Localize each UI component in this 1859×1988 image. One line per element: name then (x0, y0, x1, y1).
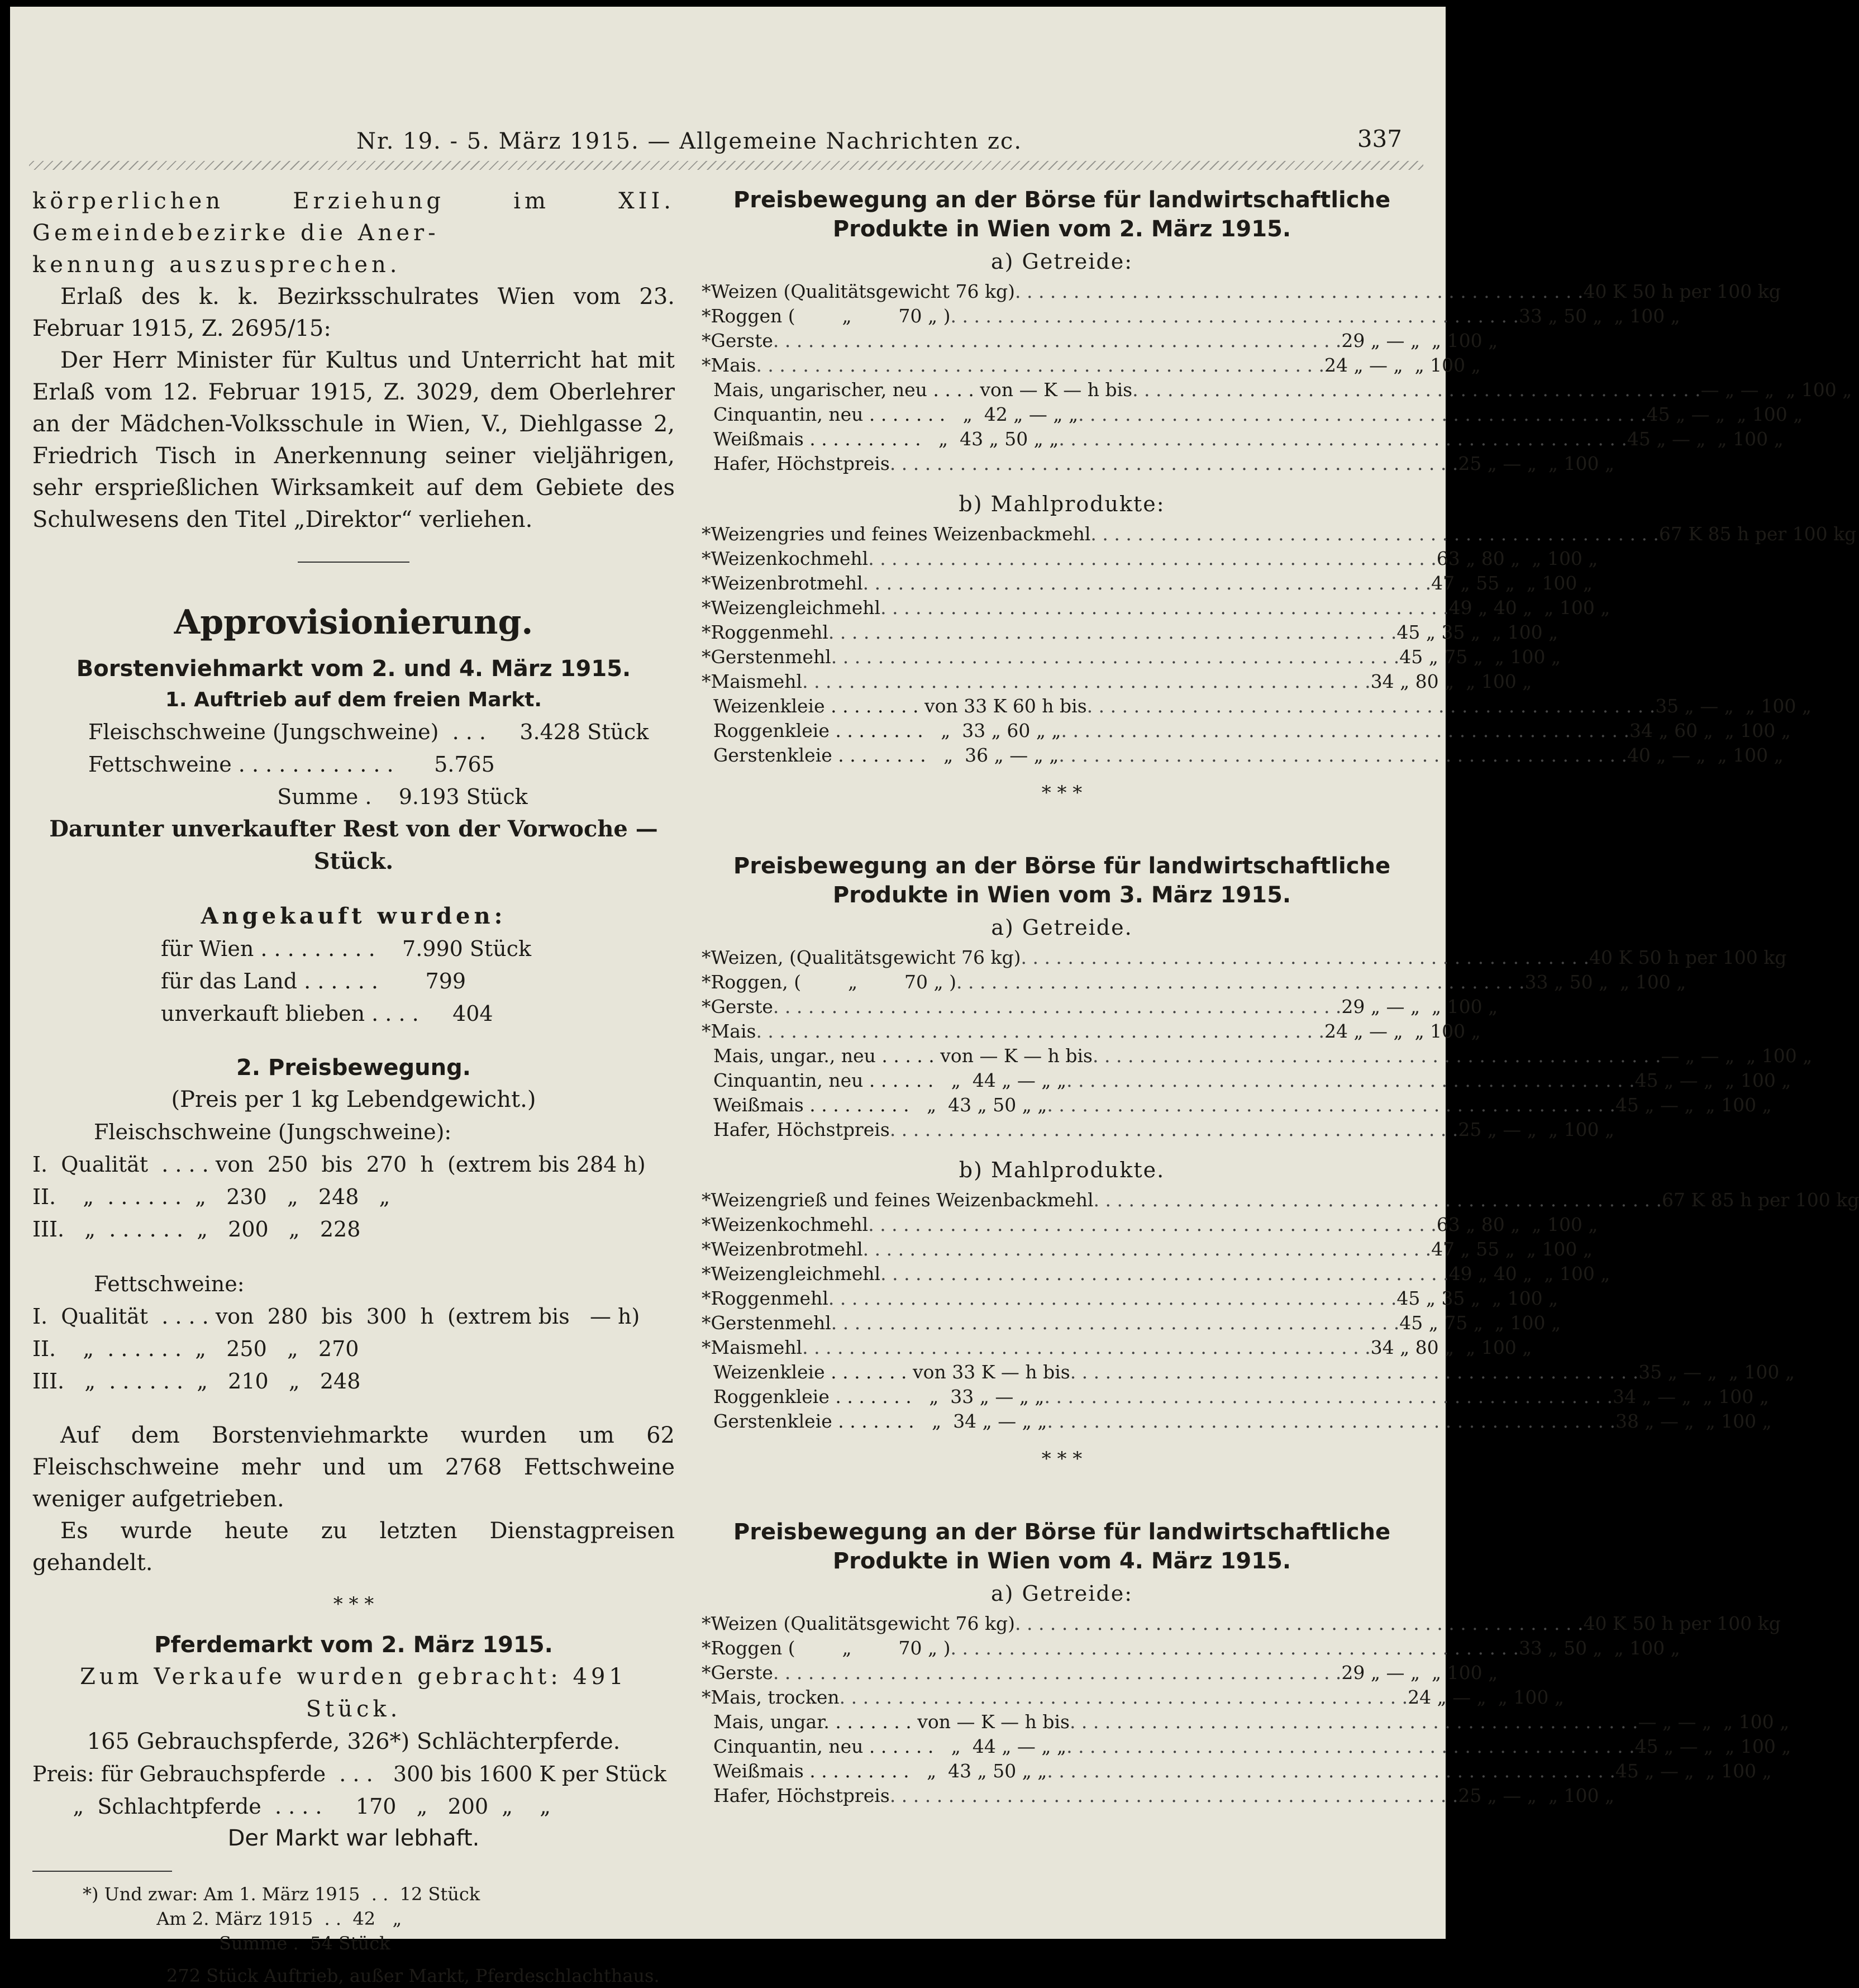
getreide-row-value: 45 „ — „ „ 100 „ (1615, 1094, 1772, 1116)
mahl-row-value: 49 „ 40 „ „ 100 „ (1448, 1263, 1610, 1285)
angekauft-table (32, 933, 675, 1030)
dot-leader: . . . . . . . . . . . . . . . . . . . . . . . . . . . . . . . . . . . . . . . . . . . . . . . . . (880, 597, 1449, 619)
mahl-row-name: *Weizengries und feines Weizenbackmehl (702, 523, 1091, 545)
dot-leader: . . . . . . . . . . . . . . . . . . . . . . . . . . . . . . . . . . . . . . . . . . . . . . . . . (831, 646, 1400, 668)
pferdemarkt-title: Pferdemarkt vom 2. März 1915. (154, 1632, 553, 1658)
dot-leader: . . . . . . . . . . . . . . . . . . . . . . . . . . . . . . . . . . . . . . . . . . . . . . . . . (1066, 1735, 1635, 1757)
dot-leader: . . . . . . . . . . . . . . . . . . . . . . . . . . . . . . . . . . . . . . . . . . . . . . . . . (1061, 720, 1630, 741)
mahl-row-value: 47 „ 55 „ „ 100 „ (1431, 572, 1593, 594)
getreide-row (702, 378, 1852, 402)
getreide-row-value: 29 „ — „ „ 100 „ (1341, 330, 1498, 351)
section-stars: * * * (333, 1593, 374, 1615)
mahl-row-value: 45 „ 75 „ „ 100 „ (1399, 1312, 1561, 1334)
dot-leader: . . . . . . . . . . . . . . . . . . . . . . . . . . . . . . . . . . . . . . . . . . . . . . . . . (889, 1119, 1458, 1140)
dot-leader: . . . . . . . . . . . . . . . . . . . . . . . . . . . . . . . . . . . . . . . . . . . . . . . . . (1086, 695, 1656, 717)
mahl-row-value: 49 „ 40 „ „ 100 „ (1448, 597, 1610, 619)
mahl-row-name: Roggenkleie . . . . . . . . „ 33 „ 60 „ „ (702, 720, 1061, 741)
getreide-row-value: — „ — „ „ 100 „ (1700, 379, 1852, 401)
dot-leader: . . . . . . . . . . . . . . . . . . . . . . . . . . . . . . . . . . . . . . . . . . . . . . . . . (1090, 523, 1659, 545)
mahl-row-value: 63 „ 80 „ „ 100 „ (1436, 1214, 1598, 1235)
getreide-row-name: Mais, ungar. . . . . . . . von — K — h bis (702, 1711, 1070, 1733)
getreide-row-value: 45 „ — „ „ 100 „ (1627, 428, 1784, 450)
para3: Der Herr Minister für Kultus und Unterricht hat mit Erlaß vom 12. Februar 1915, Z. 3029, dem Oberlehrer an der Mädchen-Volksschule in Wien, V., Diehlgasse 2, Friedrich Tisch in Anerkennung seiner vieljährigen, sehr ersprießlichen Wirksamkeit auf dem Gebiete des Schulwesens den Titel „Direktor“ verliehen. (32, 348, 675, 532)
dot-leader: . . . . . . . . . . . . . . . . . . . . . . . . . . . . . . . . . . . . . . . . . . . . . . . . . (862, 572, 1432, 594)
mahl-row-name: *Weizengrieß und feines Weizenbackmehl (702, 1189, 1094, 1211)
mahl-label: b) Mahlprodukte. (959, 1158, 1165, 1182)
dot-leader: . . . . . . . . . . . . . . . . . . . . . . . . . . . . . . . . . . . . . . . . . . . . . . . . . (862, 1238, 1432, 1260)
dot-leader: . . . . . . . . . . . . . . . . . . . . . . . . . . . . . . . . . . . . . . . . . . . . . . . . . (831, 1312, 1400, 1334)
pferdemarkt-line2: 165 Gebrauchspferde, 326*) Schlächterpferde. (87, 1729, 621, 1754)
getreide-row (702, 353, 1481, 378)
getreide-row-name: Cinquantin, neu . . . . . . „ 44 „ — „ „ (702, 1735, 1067, 1757)
spacer (702, 818, 1422, 852)
getreide-row-value: — „ — „ „ 100 „ (1638, 1711, 1790, 1733)
spacer (32, 1245, 675, 1268)
footnote (32, 1882, 675, 1956)
block-title-line1: Preisbewegung an der Börse für landwirtschaftliche (733, 853, 1391, 879)
spacer (702, 1484, 1422, 1518)
mahl-row-value: 67 K 85 h per 100 kg (1662, 1189, 1859, 1211)
header-wavy-rule (29, 161, 1423, 170)
getreide-row-name: Weißmais . . . . . . . . . „ 43 „ 50 „ „ (702, 1760, 1047, 1782)
getreide-row (702, 451, 1615, 476)
price-block-2 (702, 768, 1859, 1434)
getreide-row (702, 1636, 1680, 1661)
markt-lebhaft: Der Markt war lebhaft. (227, 1825, 480, 1851)
getreide-row (702, 1784, 1615, 1808)
price-blocks (702, 186, 1859, 1808)
footnote-row: Am 2. März 1915 . . 42 „ (83, 1908, 402, 1929)
getreide-row (702, 1093, 1772, 1117)
page-number: 337 (1357, 125, 1402, 153)
getreide-row (702, 1759, 1772, 1784)
getreide-row-value: 24 „ — „ „ 100 „ (1324, 1020, 1481, 1042)
mahl-row-name: *Roggenmehl (702, 621, 828, 643)
getreide-row-name: Weißmais . . . . . . . . . . „ 43 „ 50 „ „ (702, 428, 1059, 450)
dot-leader: . . . . . . . . . . . . . . . . . . . . . . . . . . . . . . . . . . . . . . . . . . . . . . . . . (1093, 1189, 1662, 1211)
preis-subtitle: (Preis per 1 kg Lebendgewicht.) (171, 1087, 536, 1112)
getreide-row-name: *Weizen (Qualitätsgewicht 76 kg) (702, 280, 1015, 302)
mahl-row-name: *Gerstenmehl (702, 1312, 831, 1334)
price-block-1 (702, 186, 1857, 768)
auftrieb-row: Summe . 9.193 Stück (88, 784, 528, 809)
getreide-row-value: 25 „ — „ „ 100 „ (1458, 453, 1615, 474)
section-stars: * * * (1041, 782, 1083, 804)
dot-leader: . . . . . . . . . . . . . . . . . . . . . . . . . . . . . . . . . . . . . . . . . . . . . . . . . (1014, 280, 1584, 302)
dot-leader: . . . . . . . . . . . . . . . . . . . . . . . . . . . . . . . . . . . . . . . . . . . . . . . . . (756, 354, 1324, 376)
para1-line1: körperlichen Erziehung im XII. Gemeindebezirke die Aner- (32, 188, 675, 246)
mahl-row (702, 1360, 1795, 1385)
fleisch-table (32, 1148, 675, 1245)
getreide-row-value: 45 „ — „ „ 100 „ (1634, 1735, 1791, 1757)
getreide-row-name: Mais, ungarischer, neu . . . . von — K — h bis (702, 379, 1133, 401)
price-block-3 (702, 1434, 1791, 1808)
mahl-row-name: *Gerstenmehl (702, 646, 831, 668)
borstenvieh-title: Borstenviehmarkt vom 2. und 4. März 1915. (76, 656, 631, 682)
angekauft-row: für das Land . . . . . . 799 (161, 969, 466, 993)
summary-1: Auf dem Borstenviehmarkte wurden um 62 Fleischschweine mehr und um 2768 Fettschweine weniger aufgetrieben. (32, 1423, 675, 1512)
getreide-row (702, 427, 1784, 451)
getreide-row-name: Hafer, Höchstpreis (702, 1119, 890, 1140)
getreide-row-value: 33 „ 50 „ „ 100 „ (1524, 971, 1686, 993)
mahl-row (702, 1262, 1610, 1286)
getreide-row-name: *Gerste (702, 1662, 773, 1683)
block-title-line2: Produkte in Wien vom 2. März 1915. (832, 216, 1291, 242)
getreide-row (702, 279, 1781, 304)
dot-leader: . . . . . . . . . . . . . . . . . . . . . . . . . . . . . . . . . . . . . . . . . . . . . . . . . (1047, 1410, 1615, 1432)
right-column (702, 186, 1859, 1808)
getreide-row (702, 1734, 1791, 1759)
mahl-row (702, 1311, 1561, 1335)
pferde-price-row: Preis: für Gebrauchspferde . . . 300 bis 1600 K per Stück (32, 1762, 666, 1786)
getreide-row-value: 40 K 50 h per 100 kg (1589, 947, 1787, 968)
getreide-row-name: *Weizen (Qualitätsgewicht 76 kg) (702, 1613, 1015, 1634)
fett-row: II. „ . . . . . . „ 250 „ 270 (32, 1337, 359, 1361)
dot-leader: . . . . . . . . . . . . . . . . . . . . . . . . . . . . . . . . . . . . . . . . . . . . . . . . . (868, 548, 1437, 569)
fleisch-row: I. Qualität . . . . von 250 bis 270 h (extrem bis 284 h) (32, 1152, 646, 1177)
auftrieb-title: 1. Auftrieb auf dem freien Markt. (165, 688, 542, 711)
getreide-label: a) Getreide: (990, 249, 1133, 274)
getreide-row-name: *Mais, trocken (702, 1686, 840, 1708)
footnote-row: Summe . 54 Stück (83, 1933, 390, 1954)
auftrieb-table (32, 716, 675, 813)
mahl-row (702, 719, 1791, 743)
getreide-row (702, 970, 1686, 995)
dot-leader: . . . . . . . . . . . . . . . . . . . . . . . . . . . . . . . . . . . . . . . . . . . . . . . . . (1069, 1711, 1638, 1733)
mahl-row-name: Gerstenkleie . . . . . . . „ 34 „ — „ „ (702, 1410, 1047, 1432)
auftrieb-row: Fettschweine . . . . . . . . . . . . 5.765 (88, 752, 495, 777)
getreide-row (702, 1710, 1790, 1734)
mahl-row-name: Weizenkleie . . . . . . . von 33 K — h bis (702, 1361, 1070, 1383)
pferde-price-row: „ Schlachtpferde . . . . 170 „ 200 „ „ (32, 1794, 551, 1819)
fett-table (32, 1300, 675, 1397)
getreide-row (702, 304, 1680, 329)
getreide-label: a) Getreide. (991, 915, 1133, 940)
spacer (702, 1142, 1422, 1152)
pferdemarkt-line1: Zum Verkaufe wurden gebracht: 491 Stück. (80, 1664, 627, 1722)
dot-leader: . . . . . . . . . . . . . . . . . . . . . . . . . . . . . . . . . . . . . . . . . . . . . . . . . (1070, 1361, 1639, 1383)
dot-leader: . . . . . . . . . . . . . . . . . . . . . . . . . . . . . . . . . . . . . . . . . . . . . . . . . (773, 330, 1342, 351)
section-stars: * * * (1041, 1448, 1083, 1470)
block-title-line2: Produkte in Wien vom 3. März 1915. (832, 882, 1291, 908)
mahl-row (702, 694, 1812, 719)
para2: Erlaß des k. k. Bezirksschulrates Wien vom 23. Februar 1915, Z. 2695/15: (32, 284, 675, 341)
summary-2: Es wurde heute zu letzten Dienstagpreisen gehandelt. (32, 1518, 675, 1576)
mahl-row-name: *Roggenmehl (702, 1287, 828, 1309)
mahl-row-value: 38 „ — „ „ 100 „ (1615, 1410, 1772, 1432)
angekauft-row: für Wien . . . . . . . . . 7.990 Stück (161, 936, 531, 961)
dot-leader: . . . . . . . . . . . . . . . . . . . . . . . . . . . . . . . . . . . . . . . . . . . . . . . . . (773, 1662, 1342, 1683)
dot-leader: . . . . . . . . . . . . . . . . . . . . . . . . . . . . . . . . . . . . . . . . . . . . . . . . . (839, 1686, 1408, 1708)
getreide-row-value: 33 „ 50 „ „ 100 „ (1519, 305, 1680, 327)
mahl-row-name: Weizenkleie . . . . . . . . von 33 K 60 h bis (702, 695, 1087, 717)
getreide-row-name: Hafer, Höchstpreis (702, 1785, 890, 1806)
mahl-row (702, 669, 1532, 694)
getreide-row-value: 24 „ — „ „ 100 „ (1408, 1686, 1564, 1708)
newspaper-page (10, 7, 1859, 1986)
dot-leader: . . . . . . . . . . . . . . . . . . . . . . . . . . . . . . . . . . . . . . . . . . . . . . . . . (1059, 744, 1627, 766)
mahl-row-value: 34 „ 80 „ „ 100 „ (1370, 1337, 1532, 1358)
getreide-row-name: *Gerste (702, 330, 773, 351)
dot-leader: . . . . . . . . . . . . . . . . . . . . . . . . . . . . . . . . . . . . . . . . . . . . . . . . . (802, 1337, 1371, 1358)
section-title: Approvisionierung. (174, 603, 533, 642)
running-header: Nr. 19. - 5. März 1915. — Allgemeine Nachrichten zc. (356, 129, 1023, 154)
dot-leader: . . . . . . . . . . . . . . . . . . . . . . . . . . . . . . . . . . . . . . . . . . . . . . . . . (1047, 1094, 1615, 1116)
mahl-row-value: 34 „ 60 „ „ 100 „ (1629, 720, 1791, 741)
block-title-line2: Produkte in Wien vom 4. März 1915. (832, 1548, 1291, 1574)
dot-leader: . . . . . . . . . . . . . . . . . . . . . . . . . . . . . . . . . . . . . . . . . . . . . . . . . (828, 621, 1397, 643)
dot-leader: . . . . . . . . . . . . . . . . . . . . . . . . . . . . . . . . . . . . . . . . . . . . . . . . . (802, 670, 1371, 692)
fleisch-row: III. „ . . . . . . „ 200 „ 228 (32, 1217, 361, 1242)
mahl-row (702, 1237, 1593, 1262)
dot-leader: . . . . . . . . . . . . . . . . . . . . . . . . . . . . . . . . . . . . . . . . . . . . . . . . . (773, 996, 1342, 1017)
footnote-row: *) Und zwar: Am 1. März 1915 . . 12 Stück (83, 1884, 480, 1905)
getreide-row-value: 29 „ — „ „ 100 „ (1341, 1662, 1498, 1683)
getreide-row (702, 1044, 1813, 1068)
getreide-row (702, 1117, 1615, 1142)
mahl-row-name: *Weizenbrotmehl (702, 572, 863, 594)
mahl-row-name: *Weizengleichmehl (702, 1263, 881, 1285)
getreide-row (702, 1611, 1781, 1636)
dot-leader: . . . . . . . . . . . . . . . . . . . . . . . . . . . . . . . . . . . . . . . . . . . . . . . . . (1047, 1760, 1615, 1782)
dot-leader: . . . . . . . . . . . . . . . . . . . . . . . . . . . . . . . . . . . . . . . . . . . . . . . . . (880, 1263, 1449, 1285)
getreide-row-value: 45 „ — „ „ 100 „ (1634, 1069, 1791, 1091)
mahl-row (702, 522, 1857, 546)
mahl-row (702, 1188, 1859, 1212)
dot-leader: . . . . . . . . . . . . . . . . . . . . . . . . . . . . . . . . . . . . . . . . . . . . . . . . . (756, 1020, 1324, 1042)
angekauft-row: unverkauft blieben . . . . 404 (161, 1001, 493, 1026)
angekauft-title: Angekauft wurden: (201, 903, 507, 929)
getreide-row-name: Weißmais . . . . . . . . . „ 43 „ 50 „ „ (702, 1094, 1047, 1116)
para1-line2 (32, 249, 675, 281)
fett-row: I. Qualität . . . . von 280 bis 300 h (extrem bis — h) (32, 1304, 640, 1329)
getreide-row-name: Cinquantin, neu . . . . . . „ 44 „ — „ „ (702, 1069, 1067, 1091)
mahl-row-name: Gerstenkleie . . . . . . . . „ 36 „ — „ „ (702, 744, 1059, 766)
getreide-row-value: 40 K 50 h per 100 kg (1583, 1613, 1781, 1634)
mahl-row-name: *Weizengleichmehl (702, 597, 881, 619)
spacer (32, 1397, 675, 1420)
getreide-row-name: *Mais (702, 354, 756, 376)
getreide-row-value: 33 „ 50 „ „ 100 „ (1519, 1637, 1680, 1659)
getreide-row (702, 1661, 1498, 1685)
mahl-row-name: *Weizenbrotmehl (702, 1238, 863, 1260)
dot-leader: . . . . . . . . . . . . . . . . . . . . . . . . . . . . . . . . . . . . . . . . . . . . . . . . . (1044, 1386, 1613, 1407)
mahl-row-value: 45 „ 75 „ „ 100 „ (1399, 646, 1561, 668)
mahl-row (702, 596, 1610, 620)
footnote-rule (32, 1871, 172, 1872)
mahl-row-value: 40 „ — „ „ 100 „ (1627, 744, 1784, 766)
dot-leader: . . . . . . . . . . . . . . . . . . . . . . . . . . . . . . . . . . . . . . . . . . . . . . . . . (950, 1637, 1519, 1659)
getreide-row (702, 1068, 1791, 1093)
mahl-row-value: 63 „ 80 „ „ 100 „ (1436, 548, 1598, 569)
mahl-row-name: *Maismehl (702, 1337, 803, 1358)
mahl-label: b) Mahlprodukte: (959, 492, 1165, 516)
dot-leader: . . . . . . . . . . . . . . . . . . . . . . . . . . . . . . . . . . . . . . . . . . . . . . . . . (1059, 428, 1627, 450)
getreide-row (702, 995, 1498, 1019)
getreide-row-value: 24 „ — „ „ 100 „ (1324, 354, 1481, 376)
getreide-row-name: Mais, ungar., neu . . . . . von — K — h bis (702, 1045, 1093, 1067)
mahl-row-value: 45 „ 35 „ „ 100 „ (1396, 621, 1558, 643)
getreide-row (702, 402, 1803, 427)
mahl-row-value: 35 „ — „ „ 100 „ (1655, 695, 1812, 717)
getreide-row-value: 25 „ — „ „ 100 „ (1458, 1119, 1615, 1140)
getreide-row-value: 25 „ — „ „ 100 „ (1458, 1785, 1615, 1806)
mahl-row-value: 34 „ 80 „ „ 100 „ (1370, 670, 1532, 692)
block-title-line1: Preisbewegung an der Börse für landwirtschaftliche (733, 1519, 1391, 1545)
spacer (702, 476, 1422, 486)
fleisch-title: Fleischschweine (Jungschweine): (94, 1120, 452, 1144)
dot-leader: . . . . . . . . . . . . . . . . . . . . . . . . . . . . . . . . . . . . . . . . . . . . . . . . . (950, 305, 1519, 327)
dot-leader: . . . . . . . . . . . . . . . . . . . . . . . . . . . . . . . . . . . . . . . . . . . . . . . . . (889, 1785, 1458, 1806)
getreide-row-value: 29 „ — „ „ 100 „ (1341, 996, 1498, 1017)
dot-leader: . . . . . . . . . . . . . . . . . . . . . . . . . . . . . . . . . . . . . . . . . . . . . . . . . (1066, 1069, 1635, 1091)
getreide-row (702, 945, 1787, 970)
getreide-row-name: *Roggen ( „ 70 „ ) (702, 1637, 951, 1659)
auftrieb-row: Fleischschweine (Jungschweine) . . . 3.428 Stück (88, 720, 649, 744)
dot-leader: . . . . . . . . . . . . . . . . . . . . . . . . . . . . . . . . . . . . . . . . . . . . . . . . . (889, 453, 1458, 474)
left-column (32, 186, 675, 1988)
mahl-row (702, 1385, 1769, 1409)
mahl-row-name: Roggenkleie . . . . . . . „ 33 „ — „ „ (702, 1386, 1045, 1407)
getreide-row-name: Cinquantin, neu . . . . . . . „ 42 „ — „ „ (702, 403, 1079, 425)
footnote-last: 272 Stück Auftrieb, außer Markt, Pferdeschlachthaus. (166, 1965, 660, 1986)
mahl-row-value: 35 „ — „ „ 100 „ (1638, 1361, 1795, 1383)
dot-leader: . . . . . . . . . . . . . . . . . . . . . . . . . . . . . . . . . . . . . . . . . . . . . . . . . (1021, 947, 1589, 968)
mahl-row (702, 645, 1561, 669)
fett-title: Fettschweine: (94, 1272, 245, 1296)
getreide-row-name: *Roggen ( „ 70 „ ) (702, 305, 951, 327)
dot-leader: . . . . . . . . . . . . . . . . . . . . . . . . . . . . . . . . . . . . . . . . . . . . . . . . . (1078, 403, 1647, 425)
getreide-row-value: 45 „ — „ „ 100 „ (1646, 403, 1803, 425)
mahl-row-value: 47 „ 55 „ „ 100 „ (1431, 1238, 1593, 1260)
preis-title: 2. Preisbewegung. (236, 1055, 471, 1081)
para1-line2-text: kennung auszusprechen. (32, 252, 401, 278)
getreide-row-value: 40 K 50 h per 100 kg (1583, 280, 1781, 302)
getreide-label: a) Getreide: (990, 1581, 1133, 1606)
mahl-row (702, 743, 1784, 768)
mahl-row-value: 34 „ — „ „ 100 „ (1613, 1386, 1769, 1407)
mahl-row (702, 620, 1558, 645)
block-title-line1: Preisbewegung an der Börse für landwirtschaftliche (733, 187, 1391, 213)
getreide-row-name: *Mais (702, 1020, 756, 1042)
getreide-row-name: Hafer, Höchstpreis (702, 453, 890, 474)
getreide-row-value: — „ — „ „ 100 „ (1661, 1045, 1813, 1067)
rest-line: Darunter unverkaufter Rest von der Vorwoche — Stück. (49, 816, 658, 874)
getreide-row-name: *Weizen, (Qualitätsgewicht 76 kg) (702, 947, 1021, 968)
dot-leader: . . . . . . . . . . . . . . . . . . . . . . . . . . . . . . . . . . . . . . . . . . . . . . . . . (868, 1214, 1437, 1235)
dot-leader: . . . . . . . . . . . . . . . . . . . . . . . . . . . . . . . . . . . . . . . . . . . . . . . . . (1014, 1613, 1584, 1634)
fett-row: III. „ . . . . . . „ 210 „ 248 (32, 1369, 361, 1393)
getreide-row-name: *Roggen, ( „ 70 „ ) (702, 971, 956, 993)
dot-leader: . . . . . . . . . . . . . . . . . . . . . . . . . . . . . . . . . . . . . . . . . . . . . . . . . (1093, 1045, 1661, 1067)
getreide-row-value: 45 „ — „ „ 100 „ (1615, 1760, 1772, 1782)
dot-leader: . . . . . . . . . . . . . . . . . . . . . . . . . . . . . . . . . . . . . . . . . . . . . . . . . (1132, 379, 1701, 401)
getreide-row (702, 329, 1498, 353)
mahl-row (702, 571, 1593, 596)
section-divider (298, 562, 409, 563)
mahl-row-value: 45 „ 35 „ „ 100 „ (1396, 1287, 1558, 1309)
mahl-row-name: *Maismehl (702, 670, 803, 692)
mahl-row-name: *Weizenkochmehl (702, 548, 869, 569)
getreide-row-name: *Gerste (702, 996, 773, 1017)
pferde-price-table (32, 1758, 675, 1823)
mahl-row (702, 1286, 1558, 1311)
mahl-row (702, 1409, 1772, 1434)
mahl-row (702, 1212, 1598, 1237)
spacer (32, 878, 675, 900)
getreide-row (702, 1019, 1481, 1044)
mahl-row (702, 546, 1598, 571)
fleisch-row: II. „ . . . . . . „ 230 „ 248 „ (32, 1185, 390, 1209)
mahl-row (702, 1335, 1532, 1360)
mahl-row-value: 67 K 85 h per 100 kg (1658, 523, 1857, 545)
mahl-row-name: *Weizenkochmehl (702, 1214, 869, 1235)
dot-leader: . . . . . . . . . . . . . . . . . . . . . . . . . . . . . . . . . . . . . . . . . . . . . . . . . (828, 1287, 1397, 1309)
spacer (32, 1030, 675, 1052)
getreide-row (702, 1685, 1564, 1710)
dot-leader: . . . . . . . . . . . . . . . . . . . . . . . . . . . . . . . . . . . . . . . . . . . . . . . . . (956, 971, 1525, 993)
